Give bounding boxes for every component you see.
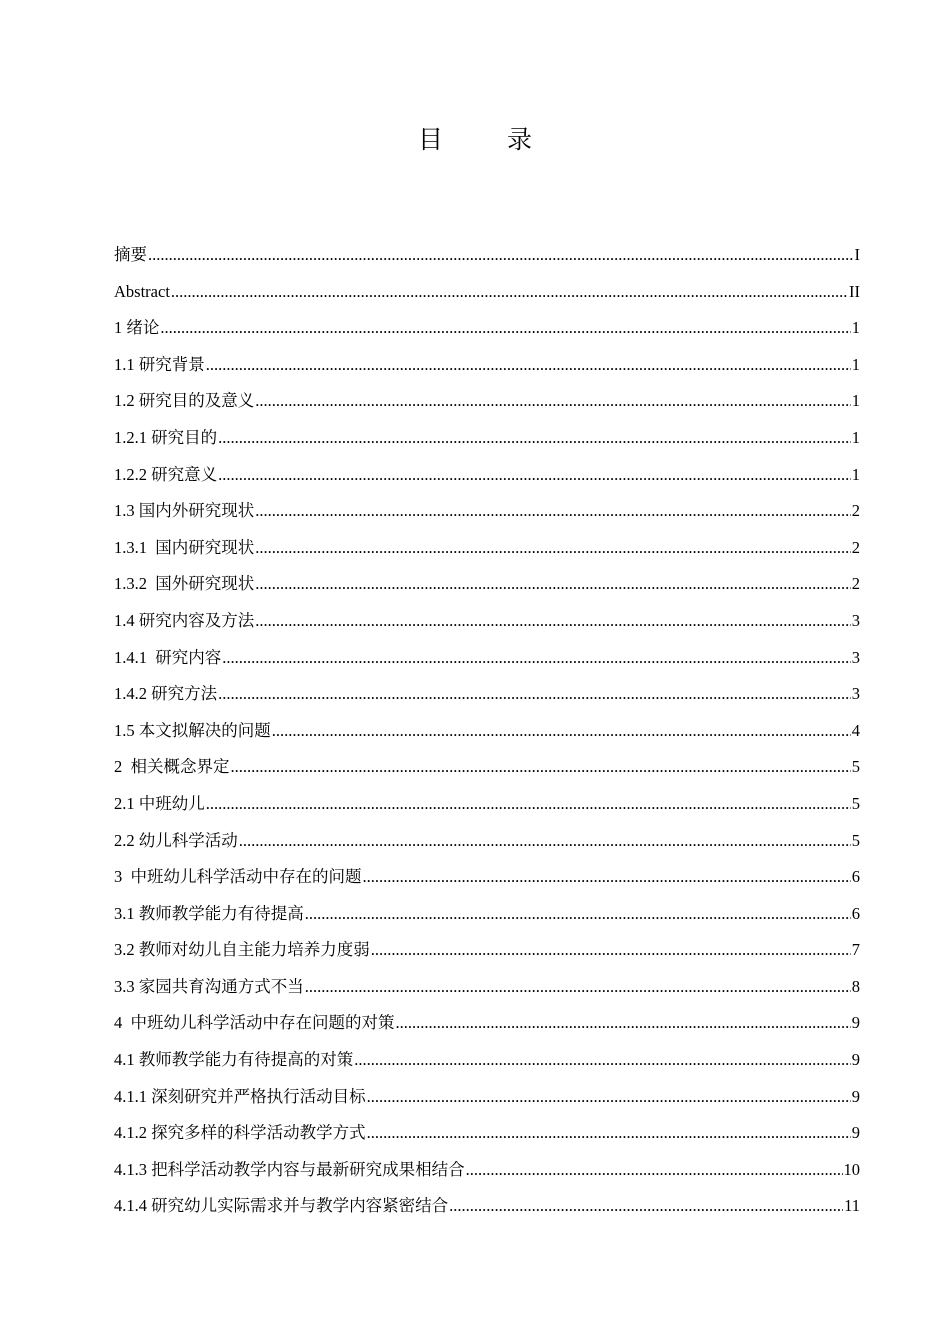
toc-dot-leader <box>466 1152 843 1189</box>
toc-entry-title: 3.3 家园共育沟通方式不当 <box>114 976 304 996</box>
toc-dot-leader <box>171 274 848 311</box>
toc-entry[interactable] <box>114 1042 860 1079</box>
toc-dot-leader <box>222 640 851 677</box>
toc-dot-leader <box>255 603 851 640</box>
toc-entry[interactable] <box>114 310 860 347</box>
toc-entry[interactable] <box>114 786 860 823</box>
toc-page-number: 1 <box>851 464 860 484</box>
toc-entry-title: 2.1 中班幼儿 <box>114 793 205 813</box>
toc-dot-leader <box>218 457 851 494</box>
toc-page-number: 1 <box>851 391 860 411</box>
toc-dot-leader <box>449 1188 843 1225</box>
toc-dot-leader <box>218 676 851 713</box>
toc-entry-title: 4.1 教师教学能力有待提高的对策 <box>114 1050 354 1070</box>
toc-page-number: 9 <box>851 1086 860 1106</box>
toc-page-number: 6 <box>851 903 860 923</box>
toc-entry[interactable] <box>114 274 860 311</box>
toc-entry-title: 2 相关概念界定 <box>114 757 230 777</box>
toc-page-number: II <box>849 281 860 301</box>
toc-page-number: 4 <box>851 720 860 740</box>
toc-dot-leader <box>255 383 851 420</box>
toc-dot-leader <box>396 1005 851 1042</box>
toc-page-number: 9 <box>851 1050 860 1070</box>
toc-page-number: 3 <box>851 684 860 704</box>
toc-entry-title: 1.4.1 研究内容 <box>114 647 222 667</box>
toc-entry[interactable] <box>114 749 860 786</box>
toc-dot-leader <box>160 310 850 347</box>
toc-entry[interactable] <box>114 420 860 457</box>
toc-entry[interactable] <box>114 566 860 603</box>
toc-entry[interactable] <box>114 896 860 933</box>
toc-page-number: 5 <box>851 757 860 777</box>
toc-entry[interactable] <box>114 383 860 420</box>
toc-page-number: 1 <box>851 354 860 374</box>
toc-page-number: 1 <box>851 318 860 338</box>
toc-entry-title: 1.4 研究内容及方法 <box>114 610 255 630</box>
toc-dot-leader <box>148 237 854 274</box>
toc-dot-leader <box>206 786 851 823</box>
toc-entry-title: 3.1 教师教学能力有待提高 <box>114 903 304 923</box>
toc-entry[interactable] <box>114 530 860 567</box>
toc-entry[interactable] <box>114 640 860 677</box>
toc-list <box>114 237 860 1225</box>
toc-dot-leader <box>255 530 851 567</box>
toc-dot-leader <box>305 896 851 933</box>
toc-entry[interactable] <box>114 969 860 1006</box>
toc-page-number: 11 <box>844 1196 860 1216</box>
toc-page-number: 6 <box>851 867 860 887</box>
toc-entry[interactable] <box>114 603 860 640</box>
toc-dot-leader <box>354 1042 851 1079</box>
toc-dot-leader <box>272 713 851 750</box>
toc-entry-title: 1.1 研究背景 <box>114 354 205 374</box>
toc-entry-title: 1.3.2 国外研究现状 <box>114 574 255 594</box>
toc-entry-title: 3 中班幼儿科学活动中存在的问题 <box>114 867 362 887</box>
toc-dot-leader <box>255 566 851 603</box>
toc-entry-title: 4.1.2 探究多样的科学活动教学方式 <box>114 1123 366 1143</box>
toc-entry-title: 4.1.1 深刻研究并严格执行活动目标 <box>114 1086 366 1106</box>
toc-page-number: 5 <box>851 793 860 813</box>
toc-entry-title: Abstract <box>114 281 170 301</box>
toc-page-number: 7 <box>851 940 860 960</box>
toc-entry[interactable] <box>114 1188 860 1225</box>
toc-dot-leader <box>371 932 851 969</box>
toc-entry[interactable] <box>114 1152 860 1189</box>
toc-entry[interactable] <box>114 1005 860 1042</box>
toc-page-number: 2 <box>851 574 860 594</box>
toc-dot-leader <box>255 493 851 530</box>
toc-page-number: 3 <box>851 647 860 667</box>
toc-page-number: 1 <box>851 427 860 447</box>
toc-entry-title: 1 绪论 <box>114 318 160 338</box>
toc-entry-title: 1.2 研究目的及意义 <box>114 391 255 411</box>
toc-entry[interactable] <box>114 932 860 969</box>
toc-page-number: 5 <box>851 830 860 850</box>
toc-entry[interactable] <box>114 1115 860 1152</box>
toc-entry-title: 4.1.4 研究幼儿实际需求并与教学内容紧密结合 <box>114 1196 449 1216</box>
toc-page-number: 10 <box>843 1159 860 1179</box>
toc-entry-title: 1.3.1 国内研究现状 <box>114 537 255 557</box>
toc-entry[interactable] <box>114 823 860 860</box>
toc-entry[interactable] <box>114 237 860 274</box>
toc-entry[interactable] <box>114 859 860 896</box>
toc-page-number: 2 <box>851 501 860 521</box>
toc-entry-title: 4.1.3 把科学活动教学内容与最新研究成果相结合 <box>114 1159 465 1179</box>
toc-page-number: 2 <box>851 537 860 557</box>
toc-dot-leader <box>367 1079 851 1116</box>
toc-dot-leader <box>231 749 851 786</box>
toc-entry-title: 1.3 国内外研究现状 <box>114 501 255 521</box>
toc-page-number: 9 <box>851 1013 860 1033</box>
toc-entry[interactable] <box>114 676 860 713</box>
toc-entry[interactable] <box>114 347 860 384</box>
toc-title: 目 录 <box>418 125 560 154</box>
toc-dot-leader <box>367 1115 851 1152</box>
toc-page-number: 9 <box>851 1123 860 1143</box>
toc-entry-title: 1.2.1 研究目的 <box>114 427 218 447</box>
toc-dot-leader <box>239 823 851 860</box>
toc-entry-title: 1.5 本文拟解决的问题 <box>114 720 271 740</box>
toc-dot-leader <box>305 969 851 1006</box>
toc-entry[interactable] <box>114 457 860 494</box>
toc-dot-leader <box>218 420 851 457</box>
toc-entry-title: 3.2 教师对幼儿自主能力培养力度弱 <box>114 940 370 960</box>
toc-page-number: I <box>854 245 860 264</box>
toc-entry-title: 1.2.2 研究意义 <box>114 464 218 484</box>
toc-entry[interactable] <box>114 1079 860 1116</box>
toc-entry-title: 2.2 幼儿科学活动 <box>114 830 238 850</box>
toc-entry[interactable] <box>114 493 860 530</box>
toc-dot-leader <box>206 347 851 384</box>
toc-dot-leader <box>363 859 851 896</box>
toc-entry-title: 摘要 <box>114 245 147 264</box>
toc-entry[interactable] <box>114 713 860 750</box>
toc-page-number: 3 <box>851 610 860 630</box>
toc-page-number: 8 <box>851 976 860 996</box>
toc-entry-title: 4 中班幼儿科学活动中存在问题的对策 <box>114 1013 395 1033</box>
toc-entry-title: 1.4.2 研究方法 <box>114 684 218 704</box>
